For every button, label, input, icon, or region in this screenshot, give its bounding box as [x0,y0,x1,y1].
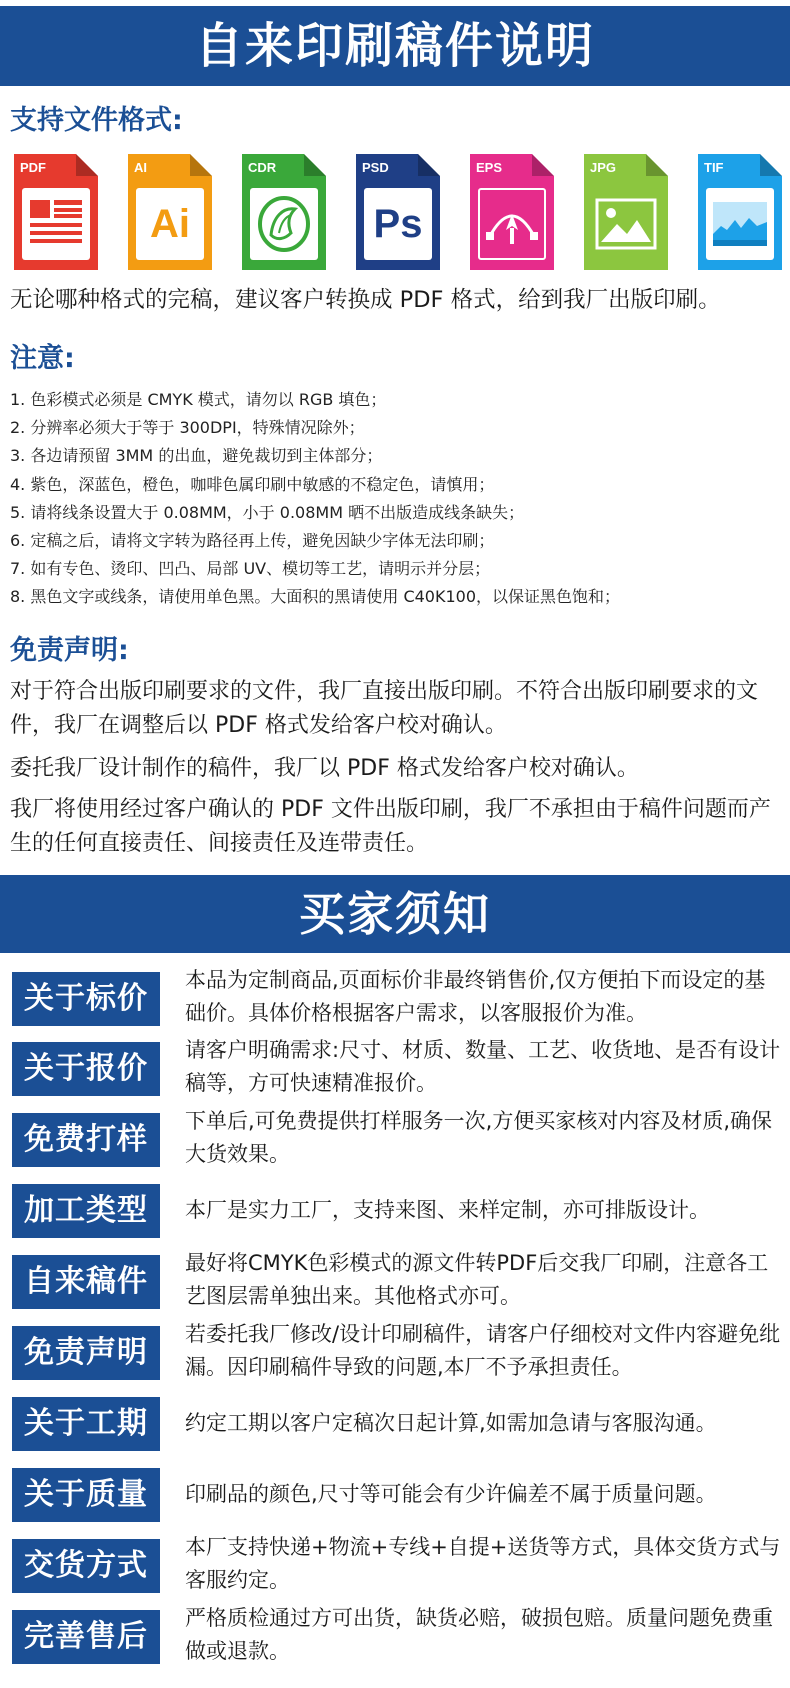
buyer-row-label: 关于质量 [12,1468,160,1522]
image-photo-icon [706,188,774,260]
coreldraw-icon [250,188,318,260]
disclaimer-heading: 免责声明: [10,635,129,666]
buyer-row [12,1322,782,1388]
disclaimer-paragraph: 我厂将使用经过客户确认的 PDF 文件出版印刷，我厂不承担由于稿件问题而产生的任何直接责任、间接责任及连带责任。 [10,797,771,856]
buyer-row-label: 关于工期 [12,1397,160,1451]
buyer-notice-title: 买家须知 [299,887,491,941]
list-item: 2. 分辨率必须大于等于 300DPI，特殊情况除外； [10,418,365,438]
disclaimer-paragraph: 委托我厂设计制作的稿件，我厂以 PDF 格式发给客户校对确认。 [10,756,639,781]
buyer-row-text: 约定工期以客户定稿次日起计算,如需加急请与客服沟通。 [185,1411,717,1435]
jpg-file-icon: JPG [584,154,668,270]
buyer-row-label: 关于报价 [12,1042,160,1096]
buyer-row-label: 免责声明 [12,1326,160,1380]
image-landscape-icon [592,188,660,260]
pdf-file-icon: PDF [14,154,98,270]
buyer-row [12,1393,782,1459]
page-title: 自来印刷稿件说明 [194,18,595,74]
buyer-row [12,1180,782,1246]
buyer-row-label: 关于标价 [12,972,160,1026]
eps-file-icon: EPS [470,154,554,270]
buyer-row-label: 自来稿件 [12,1255,160,1309]
buyer-row-text: 最好将CMYK色彩模式的源文件转PDF后交我厂印刷，注意各工艺图层需单独出来。其他格式亦可。 [185,1251,769,1308]
buyer-row [12,1109,782,1175]
psd-file-icon: PSD Ps [356,154,440,270]
buyer-row-label: 交货方式 [12,1539,160,1593]
buyer-row-label: 加工类型 [12,1184,160,1238]
list-item: 5. 请将线条设置大于 0.08MM，小于 0.08MM 晒不出版造成线条缺失； [10,502,525,522]
disclaimer-paragraph: 对于符合出版印刷要求的文件，我厂直接出版印刷。不符合出版印刷要求的文件，我厂在调整后以 PDF 格式发给客户校对确认。 [10,679,759,738]
formats-heading: 支持文件格式: [10,105,183,136]
tif-file-icon: TIF [698,154,782,270]
list-item: 8. 黑色文字或线条，请使用单色黑。大面积的黑请使用 C40K100，以保证黑色饱和； [10,587,621,607]
photoshop-icon: Ps [364,188,432,260]
pdf-document-icon [22,188,90,260]
buyer-notice-banner [0,875,790,953]
buyer-row [12,1535,782,1601]
buyer-row [12,1464,782,1530]
buyer-row [12,1251,782,1317]
ai-file-icon: AI Ai [128,154,212,270]
buyer-row-text: 本厂支持快递+物流+专线+自提+送货等方式，具体交货方式与客服约定。 [185,1535,781,1592]
buyer-row-text: 下单后,可免费提供打样服务一次,方便买家核对内容及材质,确保大货效果。 [185,1109,773,1166]
illustrator-icon: Ai [136,188,204,260]
buyer-row [12,1038,782,1104]
list-item: 7. 如有专色、烫印、凹凸、局部 UV、模切等工艺，请明示并分层； [10,559,491,579]
buyer-row-text: 若委托我厂修改/设计印刷稿件，请客户仔细校对文件内容避免纰漏。因印刷稿件导致的问题,本厂不予承担责任。 [185,1322,781,1379]
cdr-file-icon: CDR [242,154,326,270]
buyer-row [12,1606,782,1672]
vector-pen-icon [478,188,546,260]
buyer-row-text: 本厂是实力工厂，支持来图、来样定制，亦可排版设计。 [185,1198,710,1222]
buyer-row-label: 完善售后 [12,1610,160,1664]
buyer-row-text: 请客户明确需求:尺寸、材质、数量、工艺、收货地、是否有设计稿等，方可快速精准报价。 [185,1038,781,1095]
buyer-row [12,968,782,1034]
attention-list [10,386,620,612]
buyer-row-text: 本品为定制商品,页面标价非最终销售价,仅方便拍下而设定的基础价。具体价格根据客户需求，以客服报价为准。 [185,968,766,1025]
list-item: 6. 定稿之后，请将文字转为路径再上传，避免因缺少字体无法印刷； [10,530,495,550]
file-format-icons [14,154,784,274]
buyer-row-text: 印刷品的颜色,尺寸等可能会有少许偏差不属于质量问题。 [185,1482,717,1506]
list-item: 1. 色彩模式必须是 CMYK 模式，请勿以 RGB 填色； [10,390,387,409]
format-recommendation: 无论哪种格式的完稿，建议客户转换成 PDF 格式，给到我厂出版印刷。 [10,287,721,313]
buyer-row-text: 严格质检通过方可出货，缺货必赔，破损包赔。质量问题免费重做或退款。 [185,1606,773,1663]
list-item: 3. 各边请预留 3MM 的出血，避免裁切到主体部分； [10,446,383,466]
page-title-banner [0,6,790,86]
attention-heading: 注意: [10,343,75,374]
list-item: 4. 紫色，深蓝色，橙色，咖啡色属印刷中敏感的不稳定色，请慎用； [10,474,495,494]
buyer-row-label: 免费打样 [12,1113,160,1167]
